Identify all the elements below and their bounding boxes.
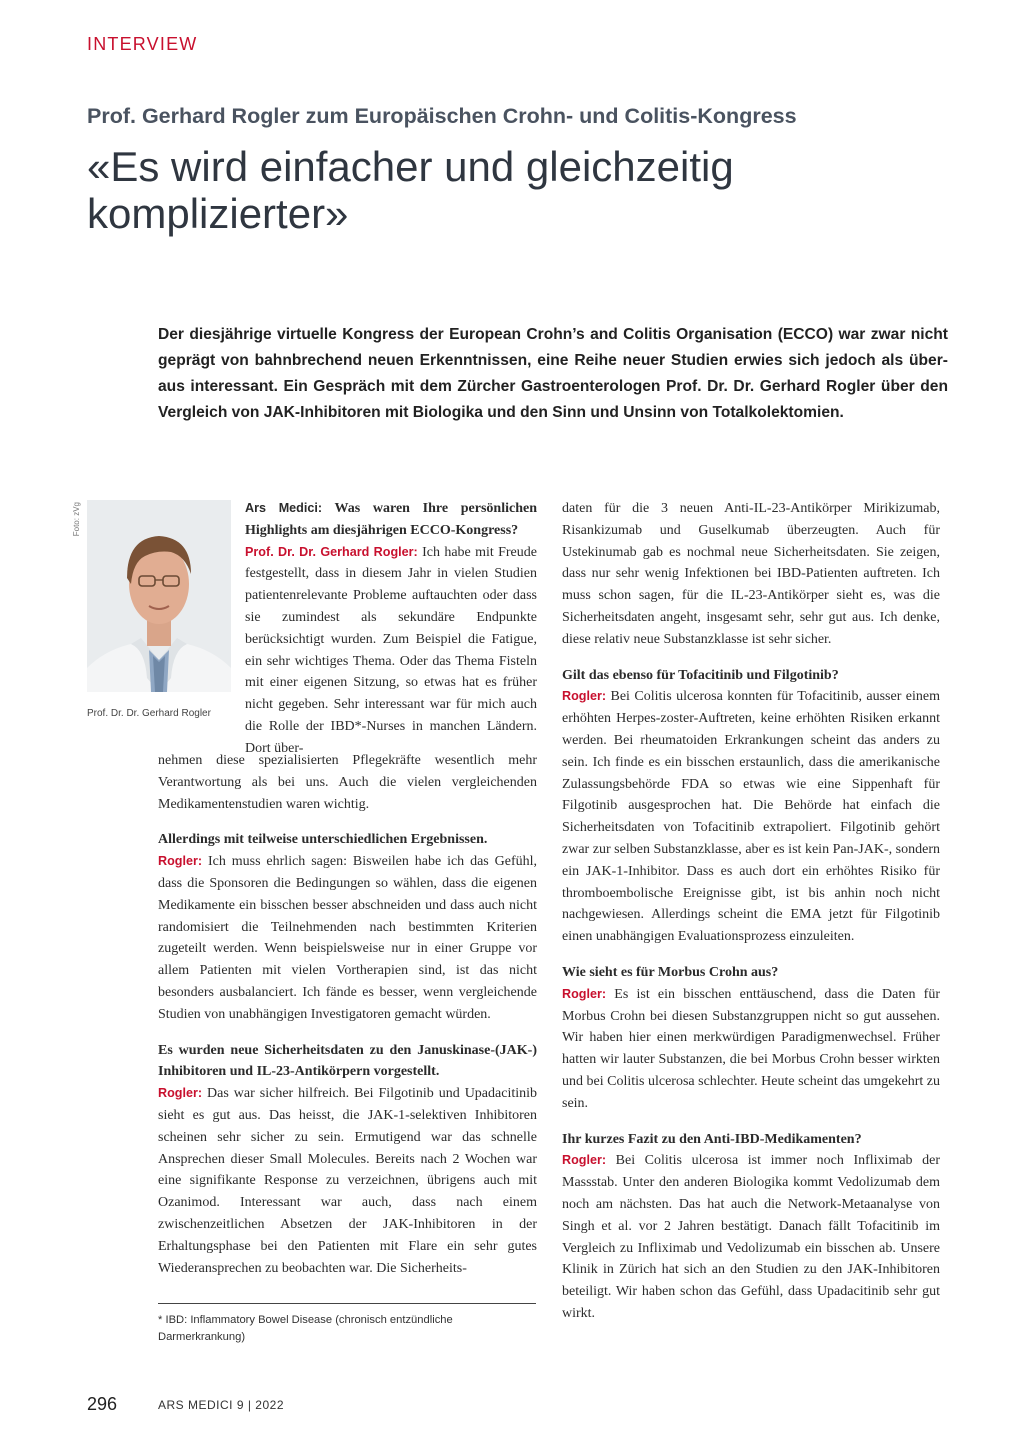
answer-3 [158, 1083, 537, 1279]
journal-issue: ARS MEDICI 9 | 2022 [158, 1398, 284, 1412]
question-1: Was waren Ihre persönlichen Highlights am diesjährigen ECCO-Kongress? [245, 501, 537, 538]
interview-column-right [562, 498, 940, 1339]
lead-line: Vergleich von JAK-Inhibitoren mit Biologika und den Sinn und Unsinn von Totalkolektomien. [158, 404, 844, 421]
lead-line: Der diesjährige virtuelle Kongress der European Crohn’s and Colitis Organisation (ECCO) war zwar nicht [158, 326, 948, 343]
question-3: Es wurden neue Sicherheitsdaten zu den Januskinase-(JAK-) Inhibitoren und IL-23-Antikörpern vorgestellt. [158, 1042, 537, 1080]
answer-2 [158, 851, 537, 1025]
question-6: Ihr kurzes Fazit zu den Anti-IBD-Medikamenten? [562, 1131, 862, 1147]
headline-line-1: «Es wird einfacher und gleichzeitig [87, 143, 734, 190]
answer-5 [562, 984, 940, 1115]
question-2: Allerdings mit teilweise unterschiedlichen Ergebnissen. [158, 832, 488, 848]
answer-5-text: Es ist ein bisschen enttäuschend, dass die Daten für Morbus Crohn bei diesen Substanzgruppen nicht so gut aussehen. Wir haben hier einen merkwürdigen Paradigmenwechsel. Früher hatten wir lauter Substanzen, die bei Morbus Crohn besser wirkten und bei Colitis ulcerosa schlechter. Heute scheint das umgekehrt zu sein. [562, 986, 940, 1111]
answer-2-text: Ich muss ehrlich sagen: Bisweilen habe ich das Gefühl, dass die Sponsoren die Bedingungen so wählen, dass die eigenen Medikamente ein bisschen besser abschneiden und dass auch nicht randomisiert die Teilnehmenden nach bestimmten Kriterien zugeteilt werden. Wenn beispielsweise nur in einer Gruppe vor allem Patienten mit vielen Vortherapien sind, ist das nicht besonders ausbalanciert. Ich fände es besser, wenn vergleichende Studien von unabhängigen Investigatoren gemacht würden. [158, 854, 537, 1022]
kicker: Prof. Gerhard Rogler zum Europäischen Crohn- und Colitis-Kongress [87, 104, 797, 128]
answer-6 [562, 1150, 940, 1324]
portrait-illustration [87, 500, 231, 692]
speaker-label: Rogler: [158, 1086, 203, 1101]
speaker-label: Prof. Dr. Dr. Gerhard Rogler: [245, 544, 418, 559]
speaker-label: Rogler: [562, 986, 607, 1001]
photo-caption: Prof. Dr. Dr. Gerhard Rogler [87, 708, 211, 719]
answer-6-text: Bei Colitis ulcerosa ist immer noch Infliximab der Massstab. Unter den anderen Biologika kommt Vedolizumab dem noch am nächsten. Das hat auch die Network-Metaanalyse von Singh et al. vor 2 Jahren bestätigt. Danach fällt Tofacitinib im Vergleich zu Infliximab und Vedolizumab ein bisschen ab. Unsere Klinik in Zürich hat sich an den Studien zu den JAK-Inhibitoren beteiligt. Wir haben schon das Gefühl, dass Upadacitinib sehr gut wirkt. [562, 1153, 940, 1321]
speaker-label: Rogler: [562, 689, 607, 704]
lead-line: aus interessant. Ein Gespräch mit dem Zürcher Gastroenterologen Prof. Dr. Dr. Gerhard Rogler über den [158, 378, 948, 395]
answer-4 [562, 686, 940, 948]
section-rubric: INTERVIEW [87, 34, 198, 54]
page-number: 296 [87, 1394, 118, 1414]
question-4: Gilt das ebenso für Tofacitinib und Filgotinib? [562, 667, 839, 683]
headline-line-2: komplizierter» [87, 190, 349, 237]
portrait-photo [87, 500, 231, 692]
lead-paragraph [158, 322, 948, 426]
answer-1-part-2: nehmen diese spezialisierten Pflegekräfte wesentlich mehr Verantwortung als bei uns. Auch die vielen vergleichenden Medikamentenstudien waren wichtig. [158, 753, 537, 812]
interview-column-wrap [245, 498, 537, 760]
interview-column-left [158, 750, 537, 1293]
answer-4-text: Bei Colitis ulcerosa konnten für Tofacitinib, ausser einem erhöhten Herpes-zoster-Auftreten, keine erhöhten Risiken erkannt werden. Bei rheumatoiden Erkrankungen scheint das anders zu sein. Ich finde es ein bisschen erstaunlich, dass die amerikanische Zulassungsbehörde FDA so etwas wie eine Sippenhaft für Filgotinib ausgesprochen hat. Die Behörde hat einfach die Sicherheitsdaten von Tofacitinib extrapoliert. Filgotinib gehört zwar zur selben Substanzklasse, aber es ist kein Pan-JAK-, sondern ein JAK-1-Inhibitor. Dass es auch dort ein erhöhtes Risiko für thromboembolische Ereignisse gibt, ist bis anhin noch nicht nachgewiesen. Allerdings scheint die EMA jetzt für Filgotinib einen unabhängigen Evaluationsprozess einzuleiten. [562, 689, 940, 945]
speaker-label: Rogler: [158, 854, 203, 869]
answer-3-text: Das war sicher hilfreich. Bei Filgotinib und Upadacitinib sieht es gut aus. Das heisst, die JAK-1-selektiven Inhibitoren scheinen sehr sicher zu sein. Ermutigend war das schnelle Ansprechen dieser Small Molecules. Bereits nach 2 Wochen war eine signifikante Response zu verzeichnen, übrigens auch mit Ozanimod. Interessant war auch, dass nach einem zwischenzeitlichen Absetzen der JAK-Inhibitoren in der Erhaltungsphase bei den Patienten mit Flare ein sehr gutes Wiederansprechen zu beobachten war. Die Sicherheits- [158, 1086, 537, 1276]
answer-1-part-1: Ich habe mit Freude festgestellt, dass in diesem Jahr in vielen Studien patientenrelevante Probleme auftauchten oder dass sie zumindest als sekundäre Endpunkte berücksichtigt wurden. Zum Beispiel die Fatigue, ein sehr wichtiges Thema. Oder das Thema Fisteln mit einer eigenen Sitzung, so etwas hat es früher nicht gegeben. Sehr interessant war für mich auch die Rolle der IBD*-Nurses in manchen Ländern. Dort über- [245, 544, 537, 756]
footnote-divider [158, 1303, 536, 1304]
answer-3-continued: daten für die 3 neuen Anti-IL-23-Antikörper Mirikizumab, Risankizumab und Guselkumab überzeugten. Auch für Ustekinumab gab es nochmal neue Sicherheitsdaten. Sie zeigen, dass nur sehr wenig Infektionen bei IBD-Patienten auftreten. Ich muss schon sagen, für die IL-23-Antikörper sieht es, was die Sicherheitsdaten angeht, insgesamt sehr, sehr gut aus. Ich denke, diese relativ neue Substanzklasse ist sehr sicher. [562, 501, 940, 647]
lead-line: geprägt von bahnbrechend neuen Erkenntnissen, eine Reihe neuer Studien erwies sich jedoch als über- [158, 352, 948, 369]
interviewer-label: Ars Medici: [245, 501, 323, 515]
photo-credit: Foto: zVg [72, 502, 81, 537]
question-5: Wie sieht es für Morbus Crohn aus? [562, 964, 779, 980]
page-title [87, 143, 807, 237]
footnote: * IBD: Inflammatory Bowel Disease (chronisch entzündliche Darmerkrankung) [158, 1314, 453, 1343]
speaker-label: Rogler: [562, 1153, 607, 1168]
